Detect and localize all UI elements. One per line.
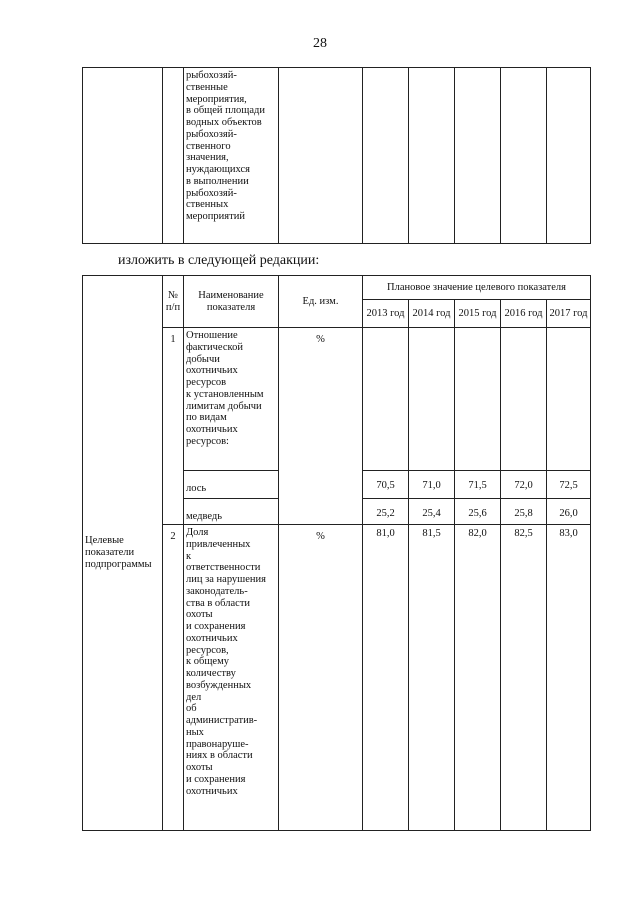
value-cell [409, 68, 455, 244]
value-cell: 71,5 [455, 471, 501, 499]
unit-cell [279, 68, 363, 244]
header-year: 2014 год [409, 300, 455, 328]
value-cell: 25,2 [363, 499, 409, 525]
value-cell: 70,5 [363, 471, 409, 499]
value-cell: 25,4 [409, 499, 455, 525]
value-cell: 26,0 [547, 499, 591, 525]
header-num: № п/п [163, 276, 184, 328]
indicator-name: Доля привлеченных к ответственности лиц за нарушения законодатель- ства в области охоты и сохранения охотничьих ресурсов, к общему количеству возбужденных дел об административ- ных правонаруше- ниях в области охоты и сохранения охотничьих [184, 525, 279, 831]
value-cell: 25,8 [501, 499, 547, 525]
value-cell [455, 328, 501, 471]
value-cell: 82,0 [455, 525, 501, 831]
indicator-name: рыбохозяй- ственные мероприятия, в общей площади водных объектов рыбохозяй- ственного значения, нуждающихся в выполнении рыбохозяй- ственных мероприятий [184, 68, 279, 244]
indicator-unit: % [279, 525, 363, 831]
indicator-unit: % [279, 328, 363, 525]
subrow-name: медведь [184, 499, 279, 525]
header-unit: Ед. изм. [279, 276, 363, 328]
category-cell [83, 68, 163, 244]
category-cell: Целевые показатели подпрограммы [83, 276, 163, 831]
value-cell: 71,0 [409, 471, 455, 499]
value-cell [363, 68, 409, 244]
number-cell [163, 68, 184, 244]
value-cell [501, 328, 547, 471]
header-plan: Плановое значение целевого показателя [363, 276, 591, 300]
value-cell [455, 68, 501, 244]
value-cell [363, 328, 409, 471]
value-cell: 81,5 [409, 525, 455, 831]
row-number: 2 [163, 525, 184, 831]
value-cell: 72,0 [501, 471, 547, 499]
value-cell [547, 328, 591, 471]
indicator-name: Отношение фактической добычи охотничьих ресурсов к установленным лимитам добычи по видам охотничьих ресурсов: [184, 328, 279, 471]
value-cell: 25,6 [455, 499, 501, 525]
indicators-table [82, 275, 591, 831]
header-year: 2015 год [455, 300, 501, 328]
value-cell: 83,0 [547, 525, 591, 831]
value-cell [501, 68, 547, 244]
header-year: 2013 год [363, 300, 409, 328]
value-cell: 72,5 [547, 471, 591, 499]
row-number: 1 [163, 328, 184, 525]
value-cell: 82,5 [501, 525, 547, 831]
header-year: 2017 год [547, 300, 591, 328]
lead-text: изложить в следующей редакции: [118, 253, 320, 268]
header-name: Наименование показателя [184, 276, 279, 328]
value-cell [547, 68, 591, 244]
subrow-name: лось [184, 471, 279, 499]
page-number: 28 [313, 36, 327, 51]
header-year: 2016 год [501, 300, 547, 328]
value-cell: 81,0 [363, 525, 409, 831]
continuation-table [82, 67, 591, 244]
value-cell [409, 328, 455, 471]
